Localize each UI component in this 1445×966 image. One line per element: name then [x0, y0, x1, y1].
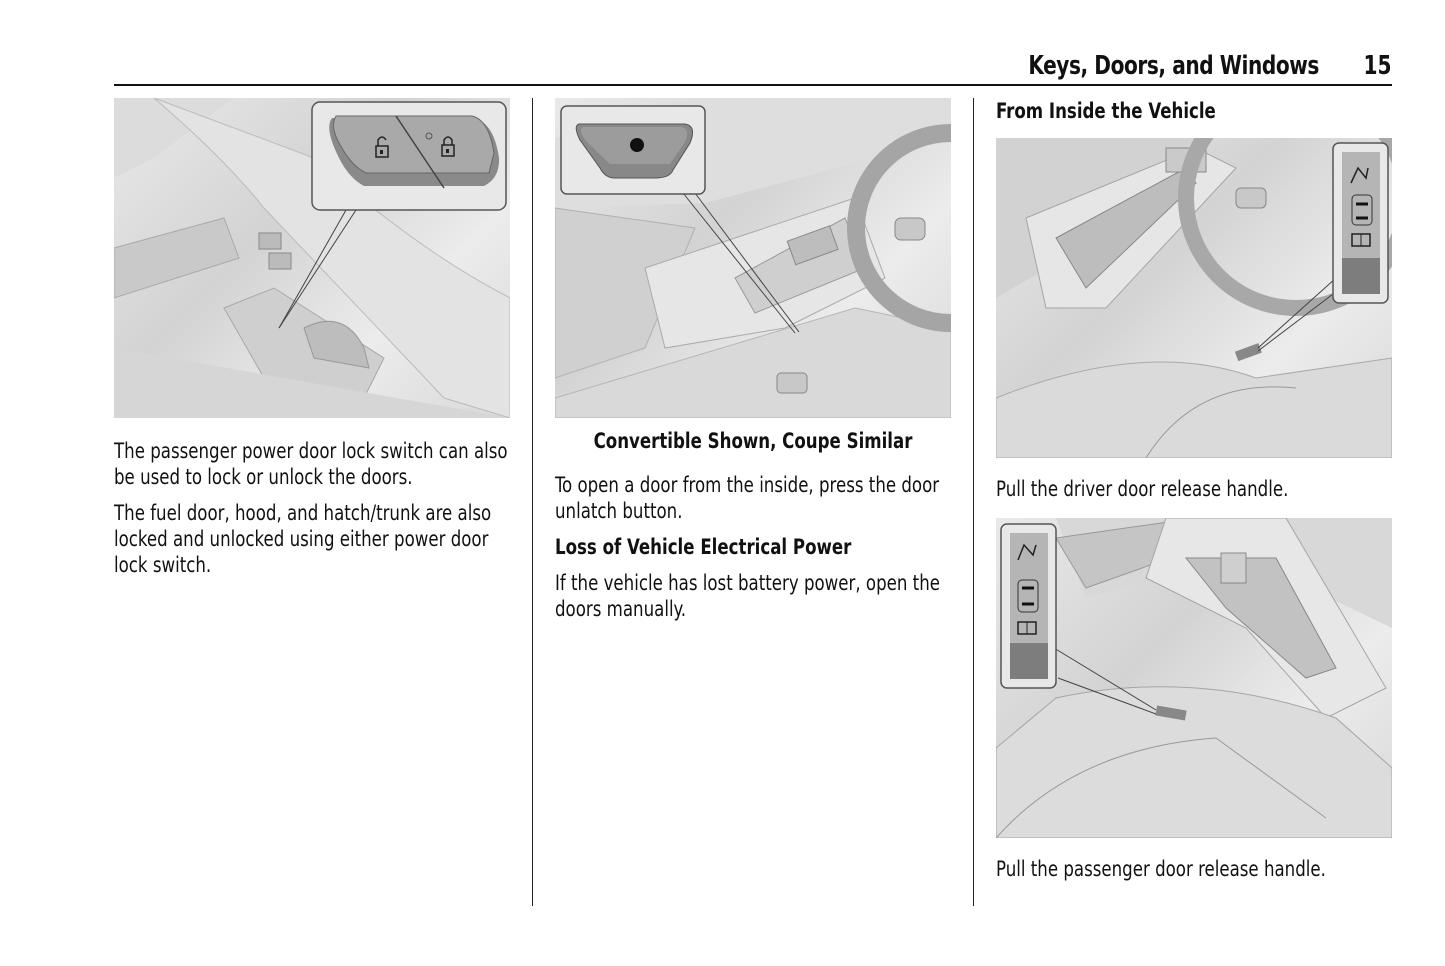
figure-caption: Pull the passenger door release handle.	[996, 857, 1326, 881]
column-1	[114, 98, 510, 578]
paragraph: To open a door from the inside, press the door unlatch button.	[555, 473, 940, 523]
page-number: 15	[1363, 51, 1392, 81]
column-divider	[532, 98, 533, 906]
page-header	[114, 48, 1392, 86]
door-interior-illustration	[996, 138, 1392, 458]
subheading: Loss of Vehicle Electrical Power	[555, 535, 852, 559]
section-heading: From Inside the Vehicle	[996, 99, 1216, 123]
release-label-callout	[1001, 524, 1056, 688]
column-2	[555, 98, 951, 622]
door-unlatch-figure	[555, 98, 951, 418]
section-title: Keys, Doors, and Windows	[1028, 51, 1319, 81]
figure-caption: Convertible Shown, Coupe Similar	[593, 429, 913, 453]
door-interior-illustration	[996, 518, 1392, 838]
column-divider	[973, 98, 974, 906]
unlatch-button-callout	[561, 106, 705, 194]
driver-release-handle-figure	[996, 138, 1392, 458]
paragraph: The passenger power door lock switch can also be used to lock or unlock the doors.	[114, 439, 508, 489]
door-lock-switch-figure	[114, 98, 510, 418]
figure-caption: Pull the driver door release handle.	[996, 477, 1289, 501]
column-3	[996, 98, 1392, 882]
door-panel-illustration	[114, 98, 510, 418]
paragraph: The fuel door, hood, and hatch/trunk are also locked and unlocked using either power door lock switch.	[114, 501, 492, 577]
unlatch-button-icon	[630, 138, 644, 152]
passenger-release-handle-figure	[996, 518, 1392, 838]
paragraph: If the vehicle has lost battery power, open the doors manually.	[555, 571, 940, 621]
lock-switch-callout	[312, 102, 506, 210]
door-panel-illustration	[555, 98, 951, 418]
release-label-callout	[1333, 143, 1388, 303]
